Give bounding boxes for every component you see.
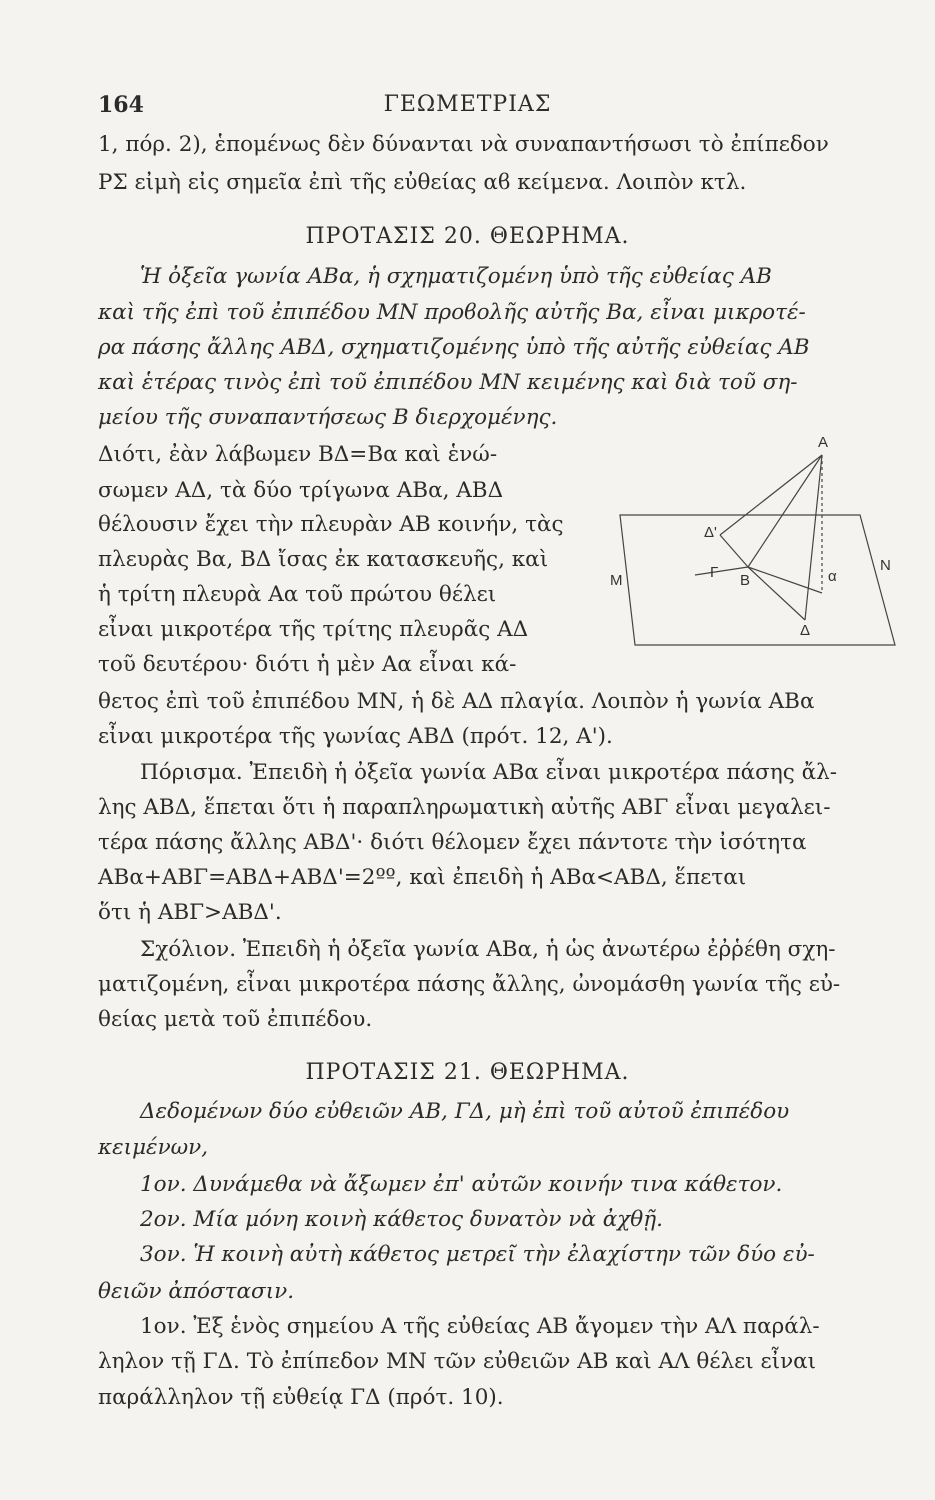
label-b: Β: [740, 572, 751, 589]
theorem-line: θειῶν ἀπόστασιν.: [98, 1279, 295, 1304]
text-line: παράλληλον τῇ εὐθείᾳ ΓΔ (πρότ. 10).: [98, 1385, 504, 1410]
theorem-line: 2ον. Μία μόνη κοινὴ κάθετος δυνατὸν νὰ ἀχθῇ.: [140, 1207, 663, 1232]
scholium-line: Σχόλιον. Ἐπειδὴ ἡ ὀξεῖα γωνία ΑΒα, ἡ ὡς ἀνωτέρω ἐῤῥέθη σχη-: [140, 937, 836, 962]
label-g: Γ: [710, 564, 719, 581]
running-head: ΓΕΩΜΕΤΡΙΑΣ: [383, 92, 552, 117]
line-ad-prime: [720, 455, 822, 535]
page-number: 164: [98, 92, 144, 118]
line-ad: [805, 455, 822, 620]
corollary-line: Πόρισμα. Ἐπειδὴ ἡ ὀξεῖα γωνία ΑΒα εἶναι μικροτέρα πάσης ἄλ-: [140, 760, 837, 785]
line-bd: [748, 567, 805, 620]
text-line: εἶναι μικροτέρα τῆς τρίτης πλευρᾶς ΑΔ: [98, 617, 529, 642]
label-a: Α: [818, 434, 829, 451]
text-line: εἶναι μικροτέρα τῆς γωνίας ΑΒΔ (πρότ. 12, Α').: [98, 724, 613, 749]
plane-mn: [620, 515, 895, 645]
theorem-line: ρα πάσης ἄλλης ΑΒΔ, σχηματιζομένης ὑπὸ τῆς αὐτῆς εὐθείας ΑΒ: [98, 335, 810, 360]
label-alpha: α: [828, 568, 837, 585]
text-line: σωμεν ΑΔ, τὰ δύο τρίγωνα ΑΒα, ΑΒΔ: [98, 478, 504, 503]
theorem-line: 3ον. Ἡ κοινὴ αὐτὴ κάθετος μετρεῖ τὴν ἐλαχίστην τῶν δύο εὐ-: [140, 1242, 815, 1267]
theorem-line: Δεδομένων δύο εὐθειῶν ΑΒ, ΓΔ, μὴ ἐπὶ τοῦ αὐτοῦ ἐπιπέδου: [140, 1099, 790, 1124]
text-line: θέλουσιν ἔχει τὴν πλευρὰν ΑΒ κοινήν, τὰς: [98, 512, 564, 537]
line-ab: [748, 455, 822, 567]
proposition-heading: ΠΡΟΤΑΣΙΣ 21. ΘΕΩΡΗΜΑ.: [305, 1060, 630, 1085]
text-line: 1ον. Ἐξ ἑνὸς σημείου Α τῆς εὐθείας ΑΒ ἄγομεν τὴν ΑΛ παράλ-: [140, 1314, 820, 1339]
line-bd-prime: [720, 535, 748, 567]
text-line: ἡ τρίτη πλευρὰ Αα τοῦ πρώτου θέλει: [98, 582, 497, 607]
text-line: τοῦ δευτέρου· διότι ἡ μὲν Αα εἶναι κά-: [98, 652, 517, 677]
text-line: ληλον τῇ ΓΔ. Τὸ ἐπίπεδον ΜΝ τῶν εὐθειῶν ΑΒ καὶ ΑΛ θέλει εἶναι: [98, 1349, 817, 1374]
text-line: ΡΣ εἰμὴ εἰς σημεῖα ἐπὶ τῆς εὐθείας αϐ κείμενα. Λοιπὸν κτλ.: [98, 170, 747, 195]
theorem-line: μείου τῆς συναπαντήσεως Β διερχομένης.: [98, 405, 558, 430]
proposition-heading: ΠΡΟΤΑΣΙΣ 20. ΘΕΩΡΗΜΑ.: [305, 224, 630, 249]
text-line: λης ΑΒΔ, ἕπεται ὅτι ἡ παραπληρωματικὴ αὐτῆς ΑΒΓ εἶναι μεγαλει-: [98, 795, 831, 820]
text-line: πλευρὰς Βα, ΒΔ ἴσας ἐκ κατασκευῆς, καὶ: [98, 547, 549, 572]
label-d: Δ: [800, 622, 811, 639]
theorem-line: Ἡ ὀξεῖα γωνία ΑΒα, ἡ σχηματιζομένη ὑπὸ τῆς εὐθείας ΑΒ: [140, 264, 772, 289]
text-line: 1, πόρ. 2), ἑπομένως δὲν δύνανται νὰ συναπαντήσωσι τὸ ἐπίπεδον: [98, 132, 829, 157]
label-m: Μ: [610, 572, 623, 589]
label-d-prime: Δ': [704, 524, 717, 541]
text-line: Διότι, ἐὰν λάβωμεν ΒΔ=Βα καὶ ἑνώ-: [98, 442, 498, 467]
text-line: ματιζομένη, εἶναι μικροτέρα πάσης ἄλλης, ὠνομάσθη γωνία τῆς εὐ-: [98, 972, 841, 997]
text-line: ΑΒα+ΑΒΓ=ΑΒΔ+ΑΒΔ'=2ºº, καὶ ἐπειδὴ ἡ ΑΒα<ΑΒΔ, ἕπεται: [98, 865, 747, 890]
label-n: Ν: [880, 557, 891, 574]
theorem-line: καὶ τῆς ἐπὶ τοῦ ἐπιπέδου ΜΝ προϐολῆς αὐτῆς Βα, εἶναι μικροτέ-: [98, 300, 806, 325]
text-line: θετος ἐπὶ τοῦ ἐπιπέδου ΜΝ, ἡ δὲ ΑΔ πλαγία. Λοιπὸν ἡ γωνία ΑΒα: [98, 689, 815, 714]
theorem-line: 1ον. Δυνάμεθα νὰ ἄξωμεν ἐπ' αὐτῶν κοινήν τινα κάθετον.: [140, 1172, 783, 1197]
text-line: τέρα πάσης ἄλλης ΑΒΔ'· διότι θέλομεν ἔχει πάντοτε τὴν ἰσότητα: [98, 830, 807, 855]
text-line: ὅτι ἡ ΑΒΓ>ΑΒΔ'.: [98, 900, 282, 925]
theorem-line: κειμένων,: [98, 1135, 209, 1160]
text-line: θείας μετὰ τοῦ ἐπιπέδου.: [98, 1007, 373, 1032]
line-b-alpha: [748, 567, 822, 593]
theorem-line: καὶ ἑτέρας τινὸς ἐπὶ τοῦ ἐπιπέδου ΜΝ κειμένης καὶ διὰ τοῦ ση-: [98, 370, 798, 395]
geometry-figure: [600, 425, 900, 665]
